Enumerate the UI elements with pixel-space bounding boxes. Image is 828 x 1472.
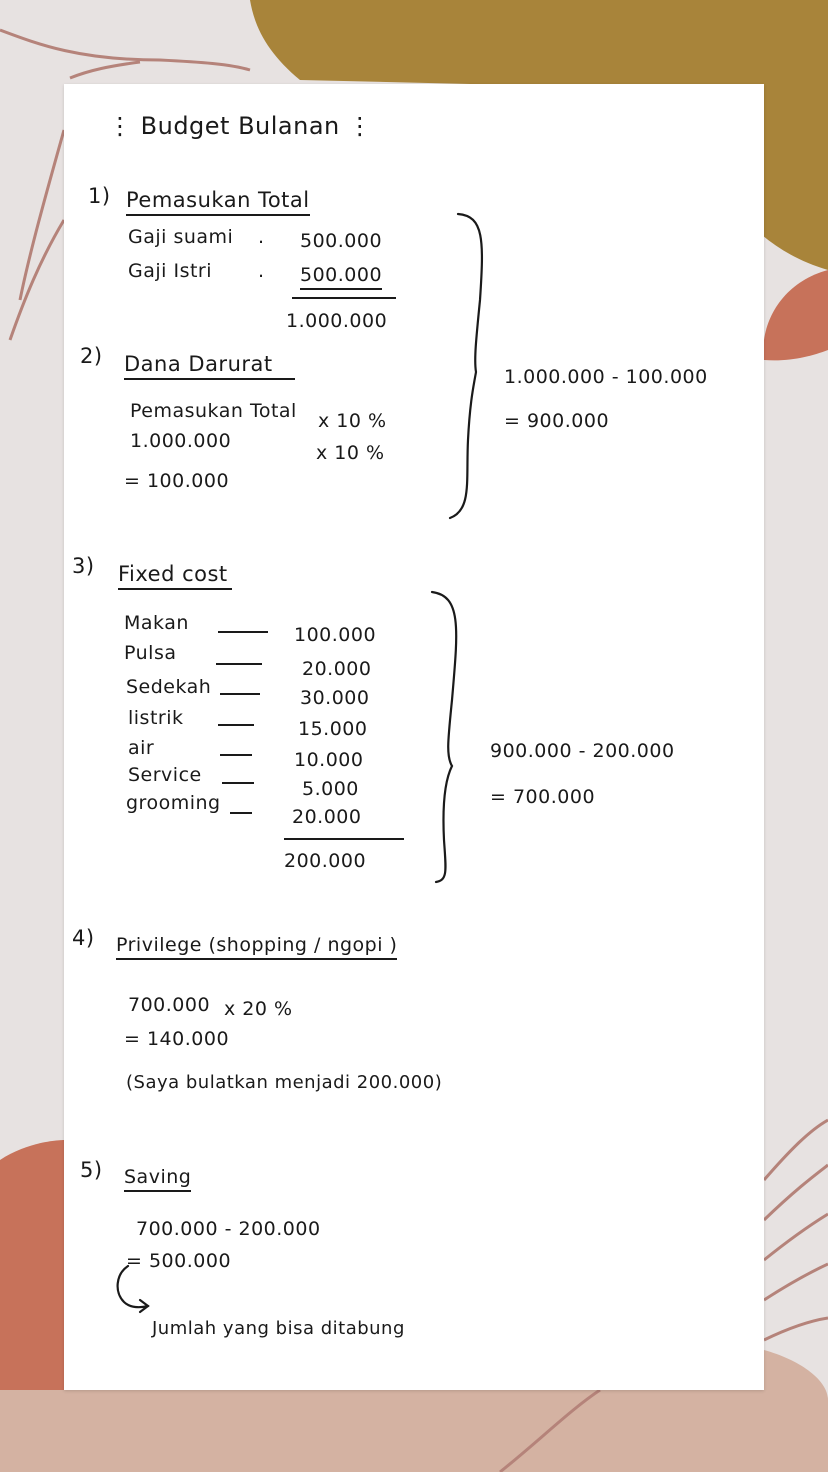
formula-value: 1.000.000 [130, 430, 232, 452]
privilege-note: (Saya bulatkan menjadi 200.000) [126, 1072, 443, 1093]
cost-amount: 10.000 [294, 749, 364, 771]
income-sep: . [258, 226, 265, 248]
formula-percent: x 10 % [316, 442, 385, 464]
side-calc-result: = 900.000 [504, 410, 610, 432]
cost-dash [218, 724, 254, 726]
income-label: Gaji Istri [128, 260, 213, 282]
cost-total: 200.000 [284, 850, 367, 872]
saving-result: = 500.000 [126, 1250, 232, 1272]
formula-result: = 100.000 [124, 470, 230, 492]
terracotta-shape-bottom [0, 1140, 64, 1390]
privilege-calc: 700.000 [128, 994, 211, 1016]
page-title-text: Budget Bulanan [140, 112, 340, 140]
income-sep: . [258, 260, 265, 282]
section-number: 3) [72, 554, 95, 578]
section-number: 2) [80, 344, 103, 368]
side-calc-result: = 700.000 [490, 786, 596, 808]
formula-text: Pemasukan Total [130, 400, 297, 422]
cost-label: air [128, 737, 155, 759]
sum-line [284, 838, 404, 840]
terracotta-shape-top [764, 270, 828, 360]
section-heading: Dana Darurat [124, 352, 295, 380]
cost-amount: 20.000 [292, 806, 362, 828]
cost-label: grooming [126, 792, 221, 814]
cost-amount: 100.000 [294, 624, 377, 646]
income-amount: 500.000 [300, 230, 383, 252]
section-number: 5) [80, 1158, 103, 1182]
title-ornament-right: ⋮ [339, 112, 373, 140]
saving-calc: 700.000 - 200.000 [136, 1218, 321, 1240]
section-number: 4) [72, 926, 95, 950]
privilege-result: = 140.000 [124, 1028, 230, 1050]
income-amount: 500.000 [300, 264, 382, 290]
section-number: 1) [88, 184, 111, 208]
cost-amount: 5.000 [302, 778, 359, 800]
cost-amount: 20.000 [302, 658, 372, 680]
cost-amount: 30.000 [300, 687, 370, 709]
formula-percent: x 10 % [318, 410, 387, 432]
cost-dash [222, 782, 254, 784]
side-calc-expr: 900.000 - 200.000 [490, 740, 675, 762]
cost-dash [216, 663, 262, 665]
income-label: Gaji suami [128, 226, 234, 248]
section-heading: Pemasukan Total [126, 188, 310, 216]
privilege-percent: x 20 % [224, 998, 293, 1020]
cost-label: Sedekah [126, 676, 212, 698]
sum-line [292, 297, 396, 299]
income-total: 1.000.000 [286, 310, 388, 332]
cost-amount: 15.000 [298, 718, 368, 740]
cost-label: Service [128, 764, 202, 786]
section-heading: Fixed cost [118, 562, 232, 590]
cost-label: listrik [128, 707, 184, 729]
cost-dash [218, 631, 268, 633]
section-heading: Saving [124, 1166, 191, 1192]
side-calc-expr: 1.000.000 - 100.000 [504, 366, 708, 388]
page-title [108, 112, 372, 140]
cost-label: Makan [124, 612, 189, 634]
section-heading: Privilege (shopping / ngopi ) [116, 934, 397, 960]
saving-note: Jumlah yang bisa ditabung [152, 1318, 405, 1339]
cost-dash [220, 693, 260, 695]
cost-label: Pulsa [124, 642, 177, 664]
cost-dash [230, 812, 252, 814]
cost-dash [220, 754, 252, 756]
title-ornament-left: ⋮ [108, 112, 141, 140]
